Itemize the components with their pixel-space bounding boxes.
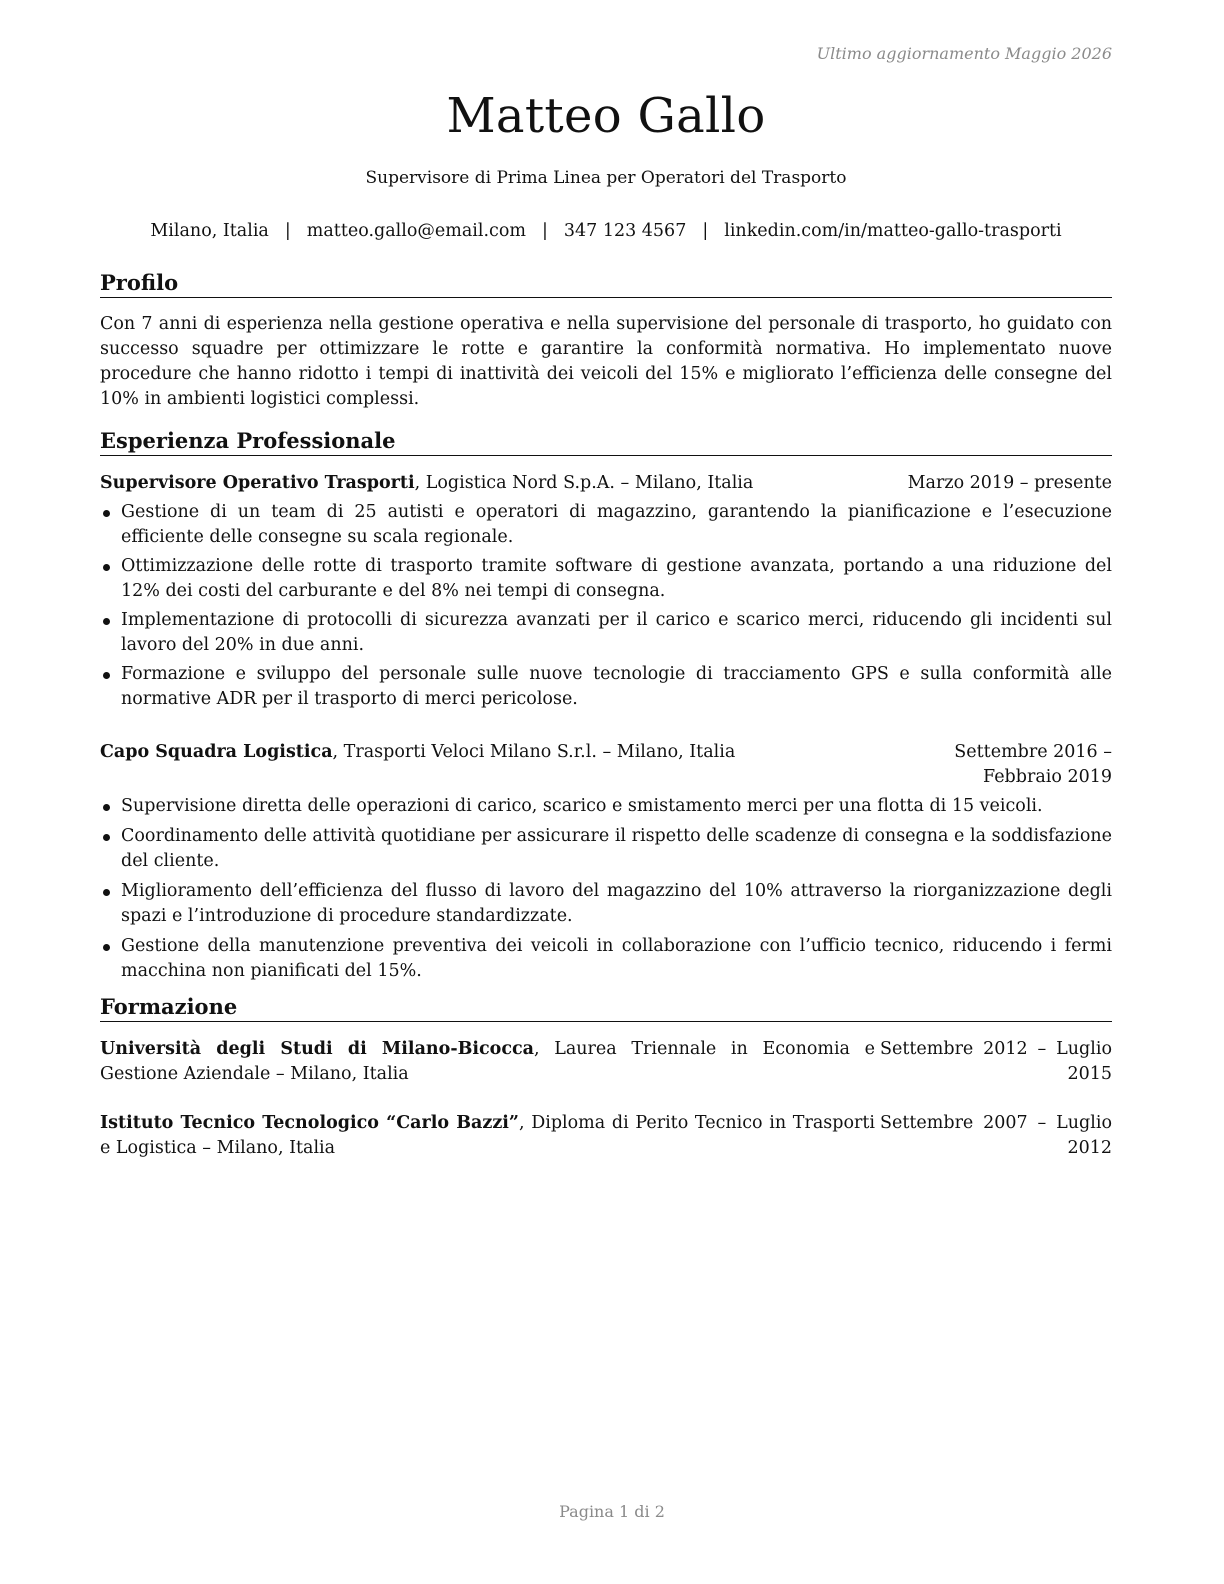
education-dates: Settembre 2007 – Luglio 2012 [880, 1113, 1112, 1158]
job-company: , Logistica Nord S.p.A. – Milano, Italia [414, 473, 754, 493]
contact-linkedin[interactable]: linkedin.com/in/matteo-gallo-trasporti [724, 221, 1062, 241]
education-dates: Settembre 2012 – Luglio 2015 [880, 1039, 1112, 1084]
bullet-text: Formazione e sviluppo del personale sulle nuove tecnologie di tracciamento GPS e sulla conformità alle normative ADR per il trasporto di merci pericolose. [121, 664, 1112, 709]
education-info [100, 1111, 875, 1161]
contact-line [100, 219, 1112, 243]
bullet-text: Ottimizzazione delle rotte di trasporto tramite software di gestione avanzata, portando a una riduzione del 12% dei costi del carburante e del 8% nei tempi di consegna. [121, 556, 1112, 601]
profile-text: Con 7 anni di esperienza nella gestione operativa e nella supervisione del personale di trasporto, ho guidato con successo squadre per ottimizzare le rotte e garantire la conformità normativa. Ho implementato nuove procedure che hanno ridotto i tempi di inattività dei veicoli del 15% e migliorato l’efficienza delle consegne del 10% in ambienti logistici complessi. [100, 314, 1112, 409]
job-title-line [100, 740, 735, 765]
bullet-icon [103, 672, 110, 679]
job-title-line [100, 471, 753, 496]
job-entry [100, 471, 1112, 712]
list-item [100, 794, 1112, 819]
job-header [100, 740, 1112, 790]
job-header [100, 471, 1112, 496]
list-item [100, 934, 1112, 984]
contact-separator: | [702, 221, 709, 241]
resume-body [100, 86, 1112, 1161]
bullet-text: Implementazione di protocolli di sicurezza avanzati per il carico e scarico merci, riducendo gli incidenti sul lavoro del 20% in due anni. [121, 610, 1112, 655]
bullet-icon [103, 510, 110, 517]
job-role: Capo Squadra Logistica [100, 742, 333, 762]
bullet-icon [103, 804, 110, 811]
bullet-icon [103, 564, 110, 571]
section-title-profile: Profilo [100, 270, 1112, 298]
job-bullets [100, 500, 1112, 712]
list-item [100, 554, 1112, 604]
job-bullets [100, 794, 1112, 984]
bullet-icon [103, 618, 110, 625]
job-dates: Marzo 2019 – presente [907, 473, 1112, 493]
contact-email[interactable]: matteo.gallo@email.com [306, 221, 526, 241]
list-item [100, 824, 1112, 874]
bullet-text: Supervisione diretta delle operazioni di carico, scarico e smistamento merci per una flotta di 15 veicoli. [121, 796, 1043, 816]
list-item [100, 662, 1112, 712]
contact-separator: | [284, 221, 291, 241]
experience-section [100, 428, 1112, 984]
bullet-text: Miglioramento dell’efficienza del flusso di lavoro del magazzino del 10% attraverso la riorganizzazione degli spazi e l’introduzione di procedure standardizzate. [121, 881, 1112, 926]
bullet-icon [103, 944, 110, 951]
profile-section [100, 270, 1112, 412]
job-entry [100, 740, 1112, 984]
bullet-text: Coordinamento delle attività quotidiane per assicurare il rispetto delle scadenze di consegna e la soddisfazione del cliente. [121, 826, 1112, 871]
bullet-text: Gestione di un team di 25 autisti e operatori di magazzino, garantendo la pianificazione e l’esecuzione efficiente delle consegne su scala regionale. [121, 502, 1112, 547]
contact-separator: | [541, 221, 548, 241]
job-company: , Trasporti Veloci Milano S.r.l. – Milano, Italia [332, 742, 736, 762]
section-title-education: Formazione [100, 994, 1112, 1022]
candidate-name: Matteo Gallo [446, 88, 766, 144]
education-info [100, 1037, 875, 1087]
list-item [100, 879, 1112, 929]
page-number: Pagina 1 di 2 [559, 1502, 665, 1521]
education-section [100, 994, 1112, 1161]
section-title-experience: Esperienza Professionale [100, 428, 1112, 456]
contact-location: Milano, Italia [150, 221, 269, 241]
education-entry [100, 1111, 1112, 1161]
education-entry [100, 1037, 1112, 1087]
bullet-icon [103, 889, 110, 896]
education-detail: , Laurea Triennale in Economia e Gestione Aziendale – Milano, Italia [100, 1039, 876, 1084]
education-school: Università degli Studi di Milano-Bicocca [100, 1039, 535, 1059]
contact-phone[interactable]: 347 123 4567 [563, 221, 687, 241]
bullet-icon [103, 834, 110, 841]
candidate-tagline: Supervisore di Prima Linea per Operatori del Trasporto [365, 168, 847, 188]
list-item [100, 608, 1112, 658]
bullet-text: Gestione della manutenzione preventiva dei veicoli in collaborazione con l’ufficio tecnico, riducendo i fermi macchina non pianificati del 15%. [121, 936, 1112, 981]
education-detail: , Diploma di Perito Tecnico in Trasporti e Logistica – Milano, Italia [100, 1113, 875, 1158]
education-school: Istituto Tecnico Tecnologico “Carlo Bazzi” [100, 1113, 519, 1133]
last-updated: Ultimo aggiornamento Maggio 2026 [816, 44, 1112, 63]
job-role: Supervisore Operativo Trasporti [100, 473, 415, 493]
job-dates: Settembre 2016 – Febbraio 2019 [954, 742, 1112, 787]
list-item [100, 500, 1112, 550]
